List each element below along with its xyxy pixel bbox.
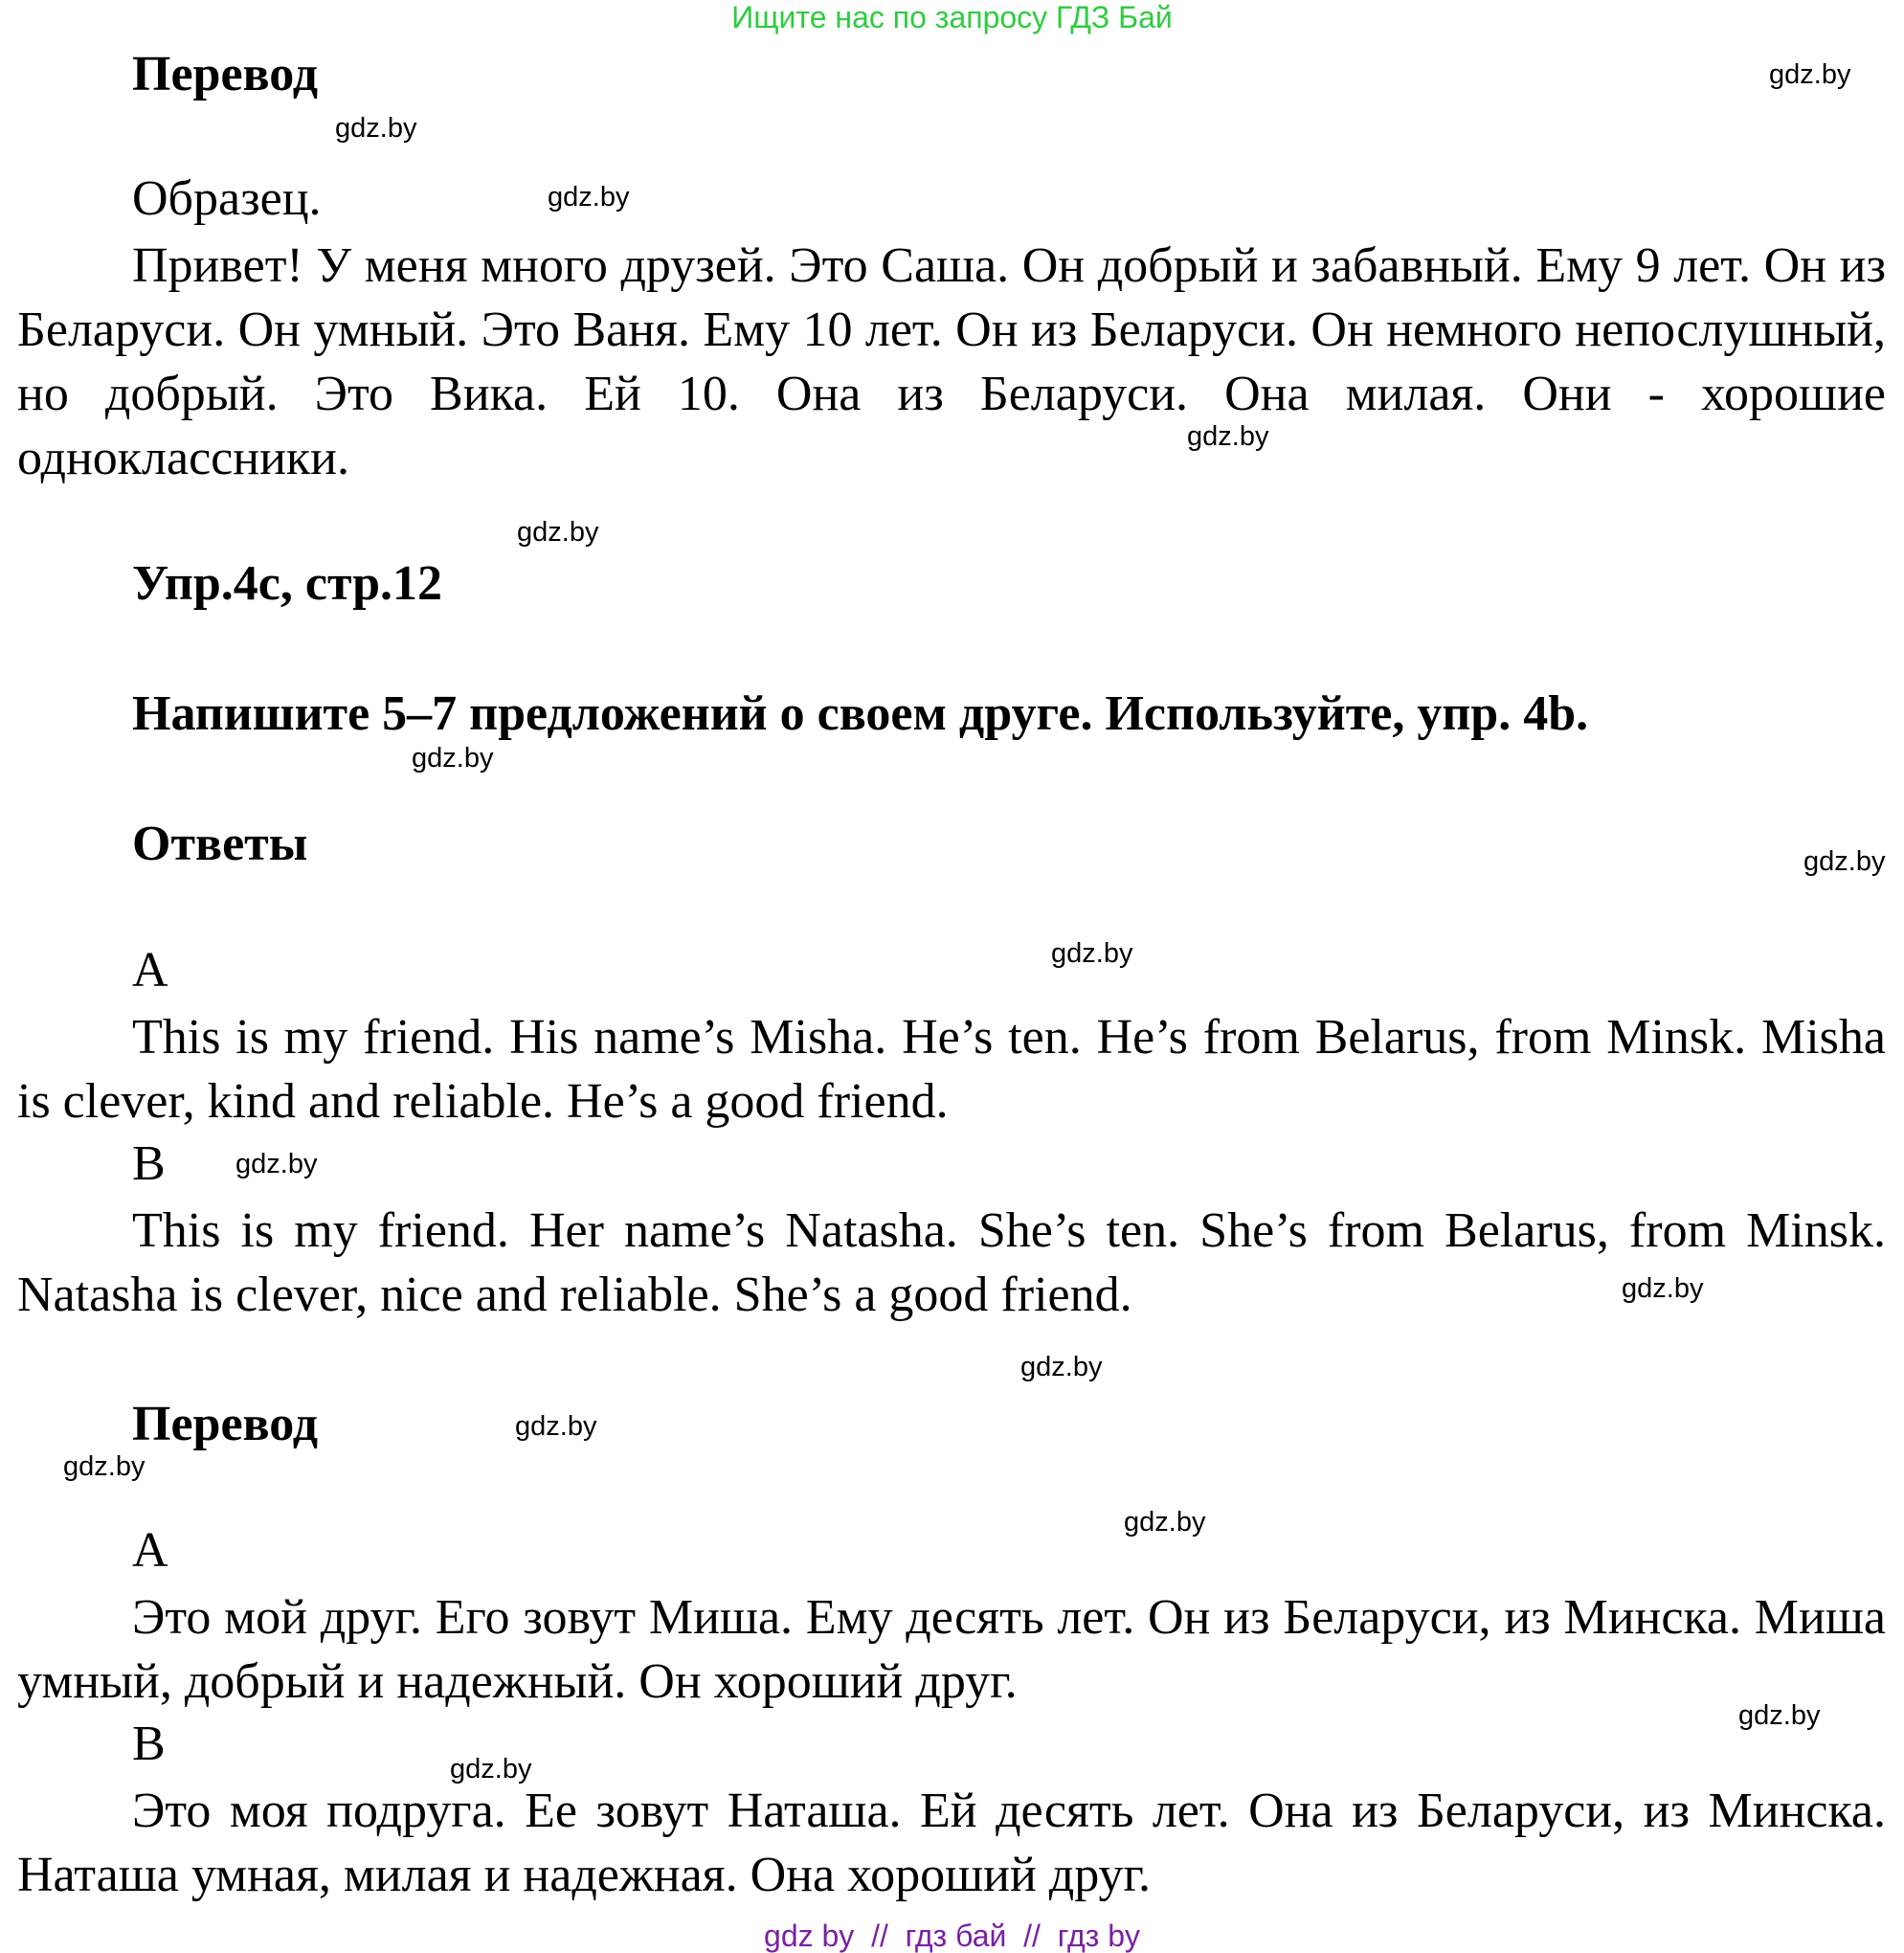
translation-heading: Перевод bbox=[132, 1397, 319, 1451]
watermark: gdz.by bbox=[1187, 421, 1269, 452]
translation-a-label: A bbox=[132, 1523, 168, 1578]
top-banner-link[interactable]: Ищите нас по запросу ГДЗ Бай bbox=[731, 0, 1173, 34]
watermark: gdz.by bbox=[1020, 1352, 1103, 1382]
exercise-title: Упр.4c, стр.12 bbox=[132, 556, 443, 611]
watermark: gdz.by bbox=[335, 113, 417, 144]
watermark: gdz.by bbox=[412, 743, 494, 774]
watermark: gdz.by bbox=[1769, 59, 1851, 90]
watermark: gdz.by bbox=[63, 1451, 146, 1482]
watermark: gdz.by bbox=[517, 517, 599, 548]
watermark: gdz.by bbox=[1738, 1700, 1821, 1731]
translation-a-text: Это мой друг. Его зовут Миша. Ему десять лет. Он из Беларуси, из Минска. Миша умный, добрый и надежный. Он хороший друг. bbox=[17, 1590, 1886, 1709]
translation-b-label: B bbox=[132, 1717, 166, 1771]
bottom-banner-link[interactable]: gdz by // гдз бай // гдз by bbox=[764, 1919, 1140, 1953]
answer-a-label: A bbox=[132, 943, 168, 998]
watermark: gdz.by bbox=[548, 182, 630, 213]
watermark: gdz.by bbox=[450, 1754, 532, 1785]
watermark: gdz.by bbox=[1622, 1273, 1704, 1304]
translation-b-text: Это моя подруга. Ее зовут Наташа. Ей десять лет. Она из Беларуси, из Минска. Наташа умная, милая и надежная. Она хороший друг. bbox=[17, 1784, 1886, 1902]
answer-a-text: This is my friend. His name’s Misha. He’s ten. He’s from Belarus, from Minsk. Misha is clever, kind and reliable. He’s a good friend. bbox=[17, 1010, 1886, 1129]
exercise-task: Напишите 5–7 предложений о своем друге. Используйте, упр. 4b. bbox=[132, 686, 1589, 741]
watermark: gdz.by bbox=[1803, 846, 1886, 877]
watermark: gdz.by bbox=[1051, 938, 1133, 969]
sample-paragraph: Привет! У меня много друзей. Это Саша. Он добрый и забавный. Ему 9 лет. Он из Беларуси. Он умный. Это Ваня. Ему 10 лет. Он из Беларуси. Он немного непослушный, но добрый. Это Вика. Ей 10. Она из Беларуси. Она милая. Они - хорошие одноклассники. bbox=[17, 238, 1886, 485]
answer-b-text: This is my friend. Her name’s Natasha. She’s ten. She’s from Belarus, from Minsk. Natasha is clever, nice and reliable. She’s a good friend. bbox=[17, 1203, 1886, 1322]
answers-heading: Ответы bbox=[132, 817, 308, 871]
watermark: gdz.by bbox=[515, 1411, 597, 1442]
answer-b-label: B bbox=[132, 1136, 166, 1191]
watermark: gdz.by bbox=[235, 1149, 318, 1179]
section-heading-translation: Перевод bbox=[132, 47, 319, 101]
sample-label: Образец. bbox=[132, 171, 322, 226]
watermark: gdz.by bbox=[1124, 1507, 1206, 1538]
